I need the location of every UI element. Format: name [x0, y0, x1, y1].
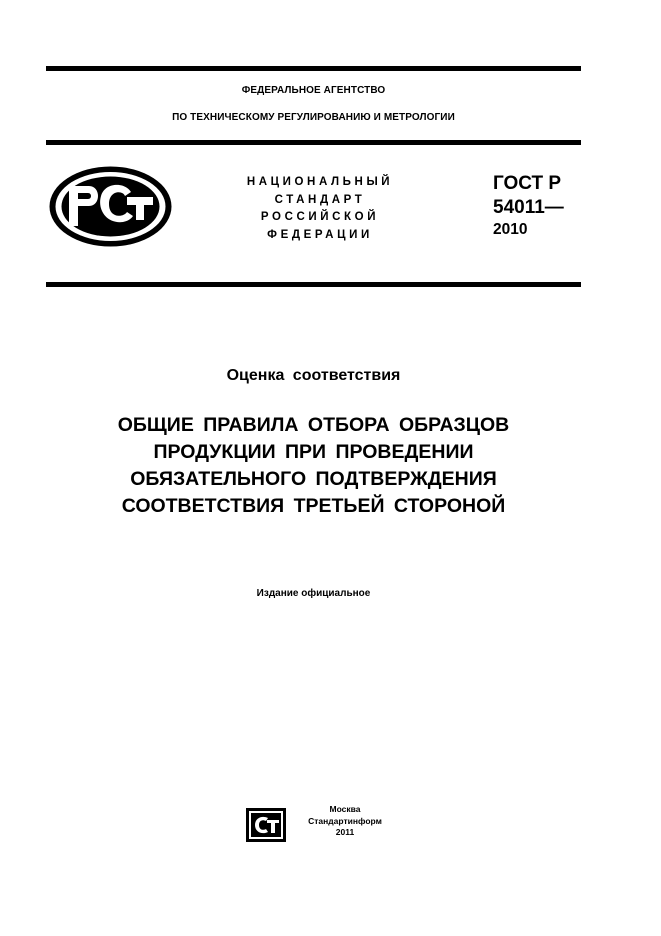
gost-label: ГОСТ Р — [493, 173, 562, 194]
gost-year: 2010 — [493, 221, 528, 238]
document-title — [46, 412, 581, 520]
gost-number: 54011— — [493, 197, 564, 218]
document-subtitle: Оценка соответствия — [226, 367, 401, 384]
publisher-city: Москва — [329, 804, 361, 814]
header-rule — [46, 140, 581, 145]
gost-designation — [493, 172, 564, 240]
standartinform-logo-icon — [246, 808, 286, 842]
national-line-1: НАЦИОНАЛЬНЫЙ — [246, 176, 394, 188]
national-line-4: ФЕДЕРАЦИИ — [267, 228, 373, 241]
national-line-2: СТАНДАРТ — [274, 193, 366, 206]
publisher-year: 2011 — [335, 827, 355, 837]
title-line-4: СООТВЕТСТВИЯ ТРЕТЬЕЙ СТОРОНОЙ — [121, 495, 506, 517]
title-line-1: ОБЩИЕ ПРАВИЛА ОТБОРА ОБРАЗЦОВ — [117, 414, 510, 436]
publisher-block — [300, 804, 390, 839]
edition-label: Издание официальное — [256, 588, 371, 599]
agency-name-line2: ПО ТЕХНИЧЕСКОМУ РЕГУЛИРОВАНИЮ И МЕТРОЛОГИИ — [172, 112, 455, 123]
publisher-name: Стандартинформ — [308, 815, 382, 826]
title-line-3: ОБЯЗАТЕЛЬНОГО ПОДТВЕРЖДЕНИЯ — [130, 468, 497, 490]
top-rule — [46, 66, 581, 71]
bottom-header-rule — [46, 282, 581, 287]
rst-logo-icon — [47, 164, 174, 249]
title-line-2: ПРОДУКЦИИ ПРИ ПРОВЕДЕНИИ — [153, 441, 474, 463]
national-line-3: РОССИЙСКОЙ — [260, 211, 380, 223]
national-standard-label — [220, 174, 420, 244]
agency-name-line1: ФЕДЕРАЛЬНОЕ АГЕНТСТВО — [241, 85, 386, 96]
